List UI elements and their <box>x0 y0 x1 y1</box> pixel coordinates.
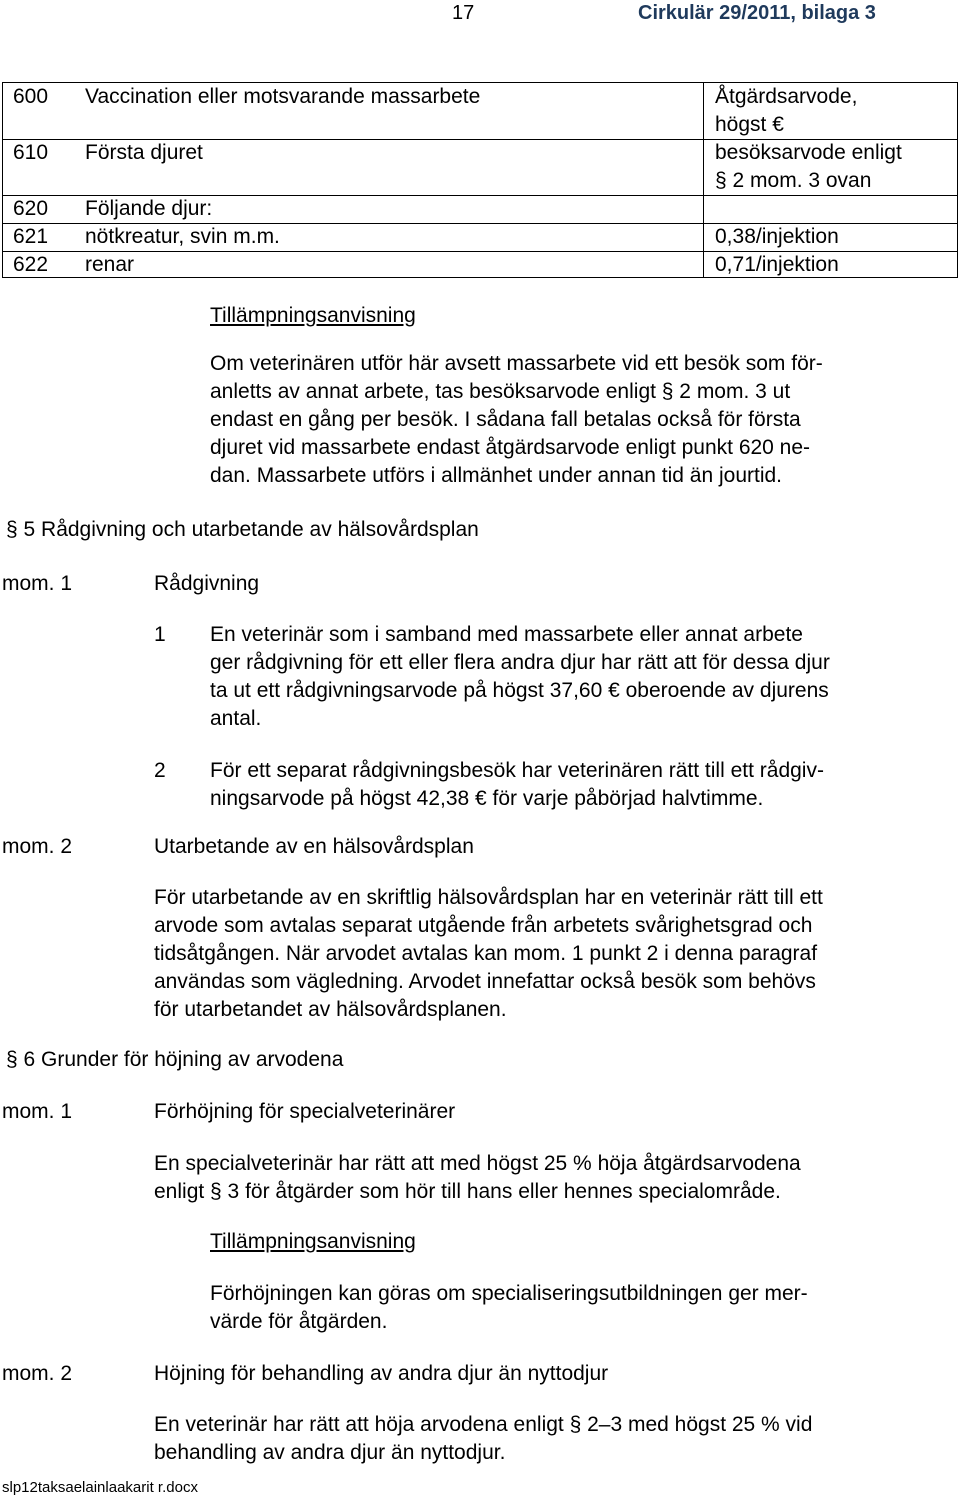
mom-paragraph <box>154 884 823 1024</box>
item-number: 2 <box>154 759 166 782</box>
column-divider <box>703 83 704 277</box>
mom-heading: Rådgivning <box>154 572 260 595</box>
text-line: anletts av annat arbete, tas besöksarvode enligt § 2 mom. 3 ut <box>210 380 791 403</box>
table-label: renar <box>85 253 135 276</box>
text-line: För utarbetande av en skriftlig hälsovårdsplan har en veterinär rätt till ett <box>154 886 823 909</box>
text-line: Om veterinären utför här avsett massarbete vid ett besök som för- <box>210 352 823 375</box>
text-line: En veterinär som i samband med massarbete eller annat arbete <box>210 623 803 646</box>
item-number: 1 <box>154 623 166 646</box>
table-code: 622 <box>13 253 49 276</box>
mom-label: mom. 2 <box>2 1362 73 1385</box>
item-paragraph <box>210 757 824 813</box>
table-label: nötkreatur, svin m.m. <box>85 225 280 248</box>
mom-heading: Höjning för behandling av andra djur än nyttodjur <box>154 1362 609 1385</box>
table-fee: § 2 mom. 3 ovan <box>715 169 872 192</box>
section-6-title: § 6 Grunder för höjning av arvodena <box>6 1048 344 1071</box>
mom-heading: Utarbetande av en hälsovårdsplan <box>154 835 474 858</box>
text-line: värde för åtgärden. <box>210 1310 388 1333</box>
section-5-title: § 5 Rådgivning och utarbetande av hälsovårdsplan <box>6 518 479 541</box>
text-line: För ett separat rådgivningsbesök har veterinären rätt till ett rådgiv- <box>210 759 824 782</box>
table-label: Följande djur: <box>85 197 213 220</box>
mom-label: mom. 1 <box>2 572 73 595</box>
text-line: för utarbetandet av hälsovårdsplanen. <box>154 998 507 1021</box>
mom-paragraph <box>154 1150 801 1206</box>
text-line: Förhöjningen kan göras om specialiseringsutbildningen ger mer- <box>210 1282 808 1305</box>
table-fee: 0,38/injektion <box>715 225 839 248</box>
text-line: ger rådgivning för ett eller flera andra djur har rätt att för dessa djur <box>210 651 830 674</box>
mom-label: mom. 1 <box>2 1100 73 1123</box>
table-label: Första djuret <box>85 141 203 164</box>
text-line: tidsåtgången. När arvodet avtalas kan mom. 1 punkt 2 i denna paragraf <box>154 942 818 965</box>
table-fee: högst € <box>715 113 784 136</box>
mom-label: mom. 2 <box>2 835 73 858</box>
text-line: En veterinär har rätt att höja arvodena enligt § 2–3 med högst 25 % vid <box>154 1413 813 1436</box>
circular-title: Cirkulär 29/2011, bilaga 3 <box>638 2 876 24</box>
fee-table <box>2 82 958 278</box>
text-line: ta ut ett rådgivningsarvode på högst 37,60 € oberoende av djurens <box>210 679 829 702</box>
guidance-heading: Tillämpningsanvisning <box>210 304 416 327</box>
table-code: 610 <box>13 141 49 164</box>
guidance-paragraph <box>210 350 823 490</box>
page-number: 17 <box>452 2 475 24</box>
text-line: antal. <box>210 707 262 730</box>
guidance-heading: Tillämpningsanvisning <box>210 1230 416 1253</box>
text-line: En specialveterinär har rätt att med högst 25 % höja åtgärdsarvodena <box>154 1152 801 1175</box>
table-fee: besöksarvode enligt <box>715 141 902 164</box>
table-code: 621 <box>13 225 49 248</box>
table-fee: Åtgärdsarvode, <box>715 85 858 108</box>
text-line: ningsarvode på högst 42,38 € för varje påbörjad halvtimme. <box>210 787 764 810</box>
text-line: djuret vid massarbete endast åtgärdsarvode enligt punkt 620 ne- <box>210 436 811 459</box>
guidance-paragraph <box>210 1280 808 1336</box>
mom-heading: Förhöjning för specialveterinärer <box>154 1100 456 1123</box>
mom-paragraph <box>154 1411 812 1467</box>
text-line: dan. Massarbete utförs i allmänhet under annan tid än jourtid. <box>210 464 783 487</box>
text-line: behandling av andra djur än nyttodjur. <box>154 1441 506 1464</box>
text-line: enligt § 3 för åtgärder som hör till hans eller hennes specialområde. <box>154 1180 781 1203</box>
table-fee: 0,71/injektion <box>715 253 839 276</box>
table-code: 600 <box>13 85 49 108</box>
table-code: 620 <box>13 197 49 220</box>
text-line: arvode som avtalas separat utgående från arbetets svårighetsgrad och <box>154 914 813 937</box>
footer-filename: slp12taksaelainlaakarit r.docx <box>2 1479 198 1496</box>
item-paragraph <box>210 621 830 733</box>
text-line: endast en gång per besök. I sådana fall betalas också för första <box>210 408 801 431</box>
table-label: Vaccination eller motsvarande massarbete <box>85 85 481 108</box>
text-line: användas som vägledning. Arvodet innefattar också besök som behövs <box>154 970 816 993</box>
